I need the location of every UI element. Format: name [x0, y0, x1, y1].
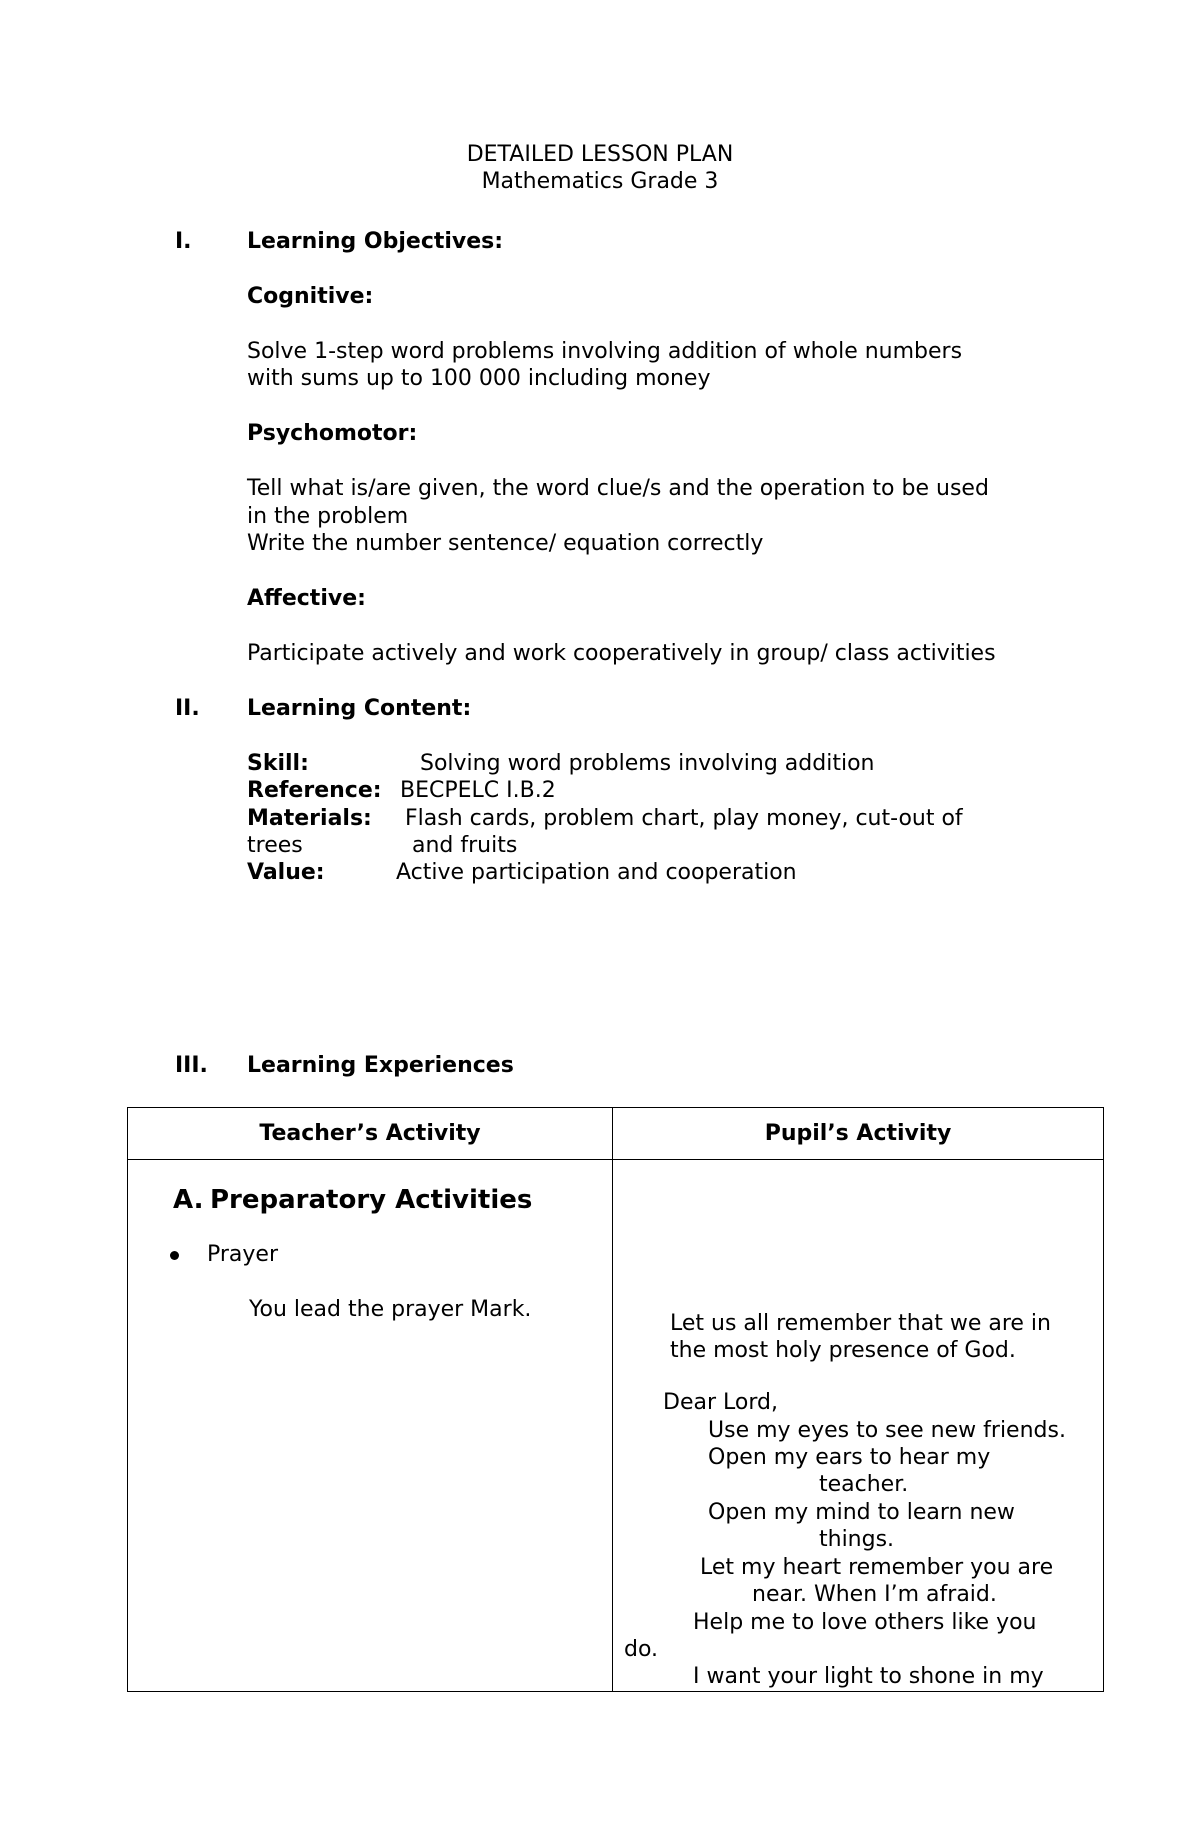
psychomotor-text: in the problem [247, 504, 409, 529]
document-title: DETAILED LESSON PLAN [466, 142, 734, 167]
value-value: Active participation and cooperation [396, 860, 797, 885]
skill-value: Solving word problems involving addition [420, 751, 875, 776]
reference-label: Reference: [247, 778, 382, 803]
affective-label: Affective: [247, 586, 366, 611]
preparatory-title: Preparatory Activities [210, 1185, 533, 1215]
activities-table [127, 1107, 1104, 1692]
column-header-pupil: Pupil’s Activity [613, 1108, 1104, 1160]
cognitive-label: Cognitive: [247, 284, 374, 309]
psychomotor-text: Tell what is/are given, the word clue/s and the operation to be used [247, 476, 989, 501]
prayer-line: teacher. [819, 1472, 909, 1497]
section-numeral: III. [175, 1053, 208, 1078]
cognitive-text: Solve 1-step word problems involving addition of whole numbers [247, 339, 963, 364]
materials-label: Materials: [247, 806, 372, 831]
prayer-line: Use my eyes to see new friends. [708, 1418, 1066, 1443]
prayer-line: Open my mind to learn new [708, 1500, 1015, 1525]
reference-value: BECPELC I.B.2 [400, 778, 556, 803]
prayer-greeting: Dear Lord, [663, 1390, 778, 1415]
cognitive-text: with sums up to 100 000 including money [247, 366, 711, 391]
bullet-item [170, 1241, 278, 1269]
pupil-text: the most holy presence of God. [670, 1338, 1016, 1363]
psychomotor-label: Psychomotor: [247, 421, 418, 446]
prayer-line: Help me to love others like you [693, 1610, 1037, 1635]
affective-text: Participate actively and work cooperatively in group/ class activities [247, 641, 996, 666]
materials-value: Flash cards, problem chart, play money, cut-out of [405, 806, 963, 831]
materials-continuation: and fruits [412, 833, 518, 858]
section-numeral: II. [175, 696, 200, 721]
bullet-text: Prayer [207, 1242, 279, 1267]
section-heading: Learning Objectives: [247, 229, 504, 254]
value-label: Value: [247, 860, 325, 885]
document-subtitle: Mathematics Grade 3 [481, 169, 719, 194]
bullet-icon [170, 1251, 179, 1260]
pupil-activity-cell [613, 1160, 1104, 1692]
skill-label: Skill: [247, 751, 309, 776]
section-heading: Learning Experiences [247, 1053, 514, 1078]
prayer-line: things. [819, 1527, 895, 1552]
pupil-text: Let us all remember that we are in [670, 1311, 1051, 1336]
column-header-teacher: Teacher’s Activity [128, 1108, 613, 1160]
prayer-line: Open my ears to hear my [708, 1445, 991, 1470]
section-numeral: I. [175, 229, 192, 254]
teacher-activity-cell [128, 1160, 613, 1692]
preparatory-letter: A. [173, 1185, 204, 1215]
prayer-line: near. When I’m afraid. [752, 1582, 997, 1607]
materials-continuation: trees [247, 833, 303, 858]
section-heading: Learning Content: [247, 696, 472, 721]
prayer-line: Let my heart remember you are [700, 1555, 1054, 1580]
prayer-line: do. [624, 1637, 659, 1662]
psychomotor-text: Write the number sentence/ equation correctly [247, 531, 764, 556]
teacher-instruction: You lead the prayer Mark. [249, 1297, 532, 1322]
prayer-line: I want your light to shone in my [693, 1664, 1044, 1689]
